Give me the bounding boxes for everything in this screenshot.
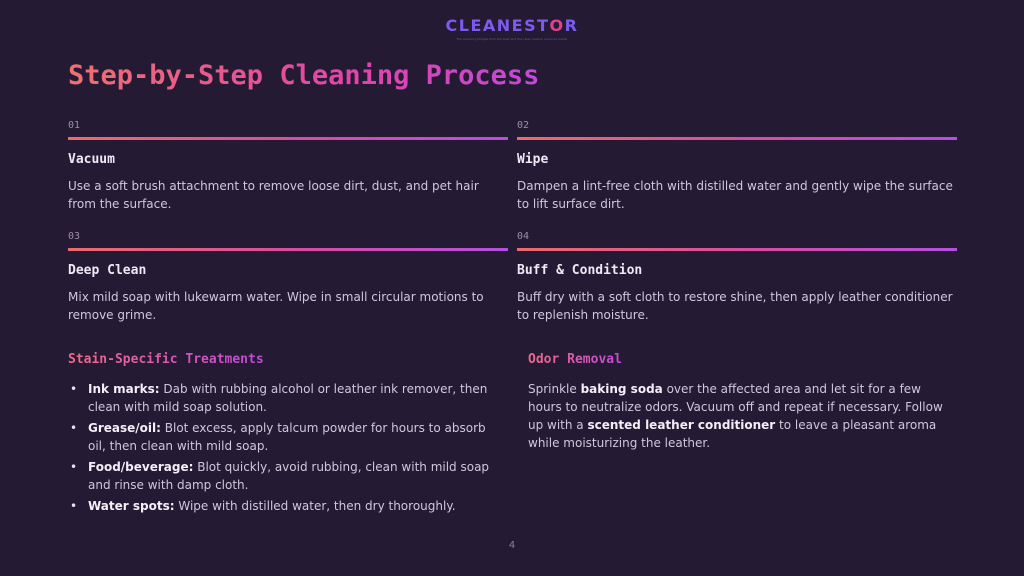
step-description: Use a soft brush attachment to remove loose dirt, dust, and pet hair from the surface. xyxy=(68,179,479,211)
list-item xyxy=(68,497,498,515)
stain-label: Ink marks: xyxy=(88,382,160,396)
odor-text-part: to leave a pleasant aroma while moisturizing the leather. xyxy=(528,418,937,450)
page-title: Step-by-Step Cleaning Process xyxy=(68,60,540,91)
stain-text: Blot quickly, avoid rubbing, clean with mild soap and rinse with damp cloth. xyxy=(88,460,490,492)
step-number: 04 xyxy=(517,231,530,242)
list-item xyxy=(68,419,498,455)
odor-removal-heading: Odor Removal xyxy=(528,352,622,367)
stain-label: Water spots: xyxy=(88,499,175,513)
brand-logo xyxy=(0,16,1024,41)
step-divider xyxy=(517,248,957,251)
step-title: Buff & Condition xyxy=(517,263,643,278)
brand-name-part2: R xyxy=(564,16,579,35)
step-description: Buff dry with a soft cloth to restore shine, then apply leather conditioner to replenish moisture. xyxy=(517,290,953,322)
odor-removal-text xyxy=(528,380,958,452)
brand-name-part1: CLEANEST xyxy=(445,16,550,35)
odor-text-part: over the affected area and let sit for a few hours to neutralize odors. Vacuum off and repeat if necessary. Follow up with a xyxy=(528,382,943,432)
step-divider xyxy=(517,137,957,140)
list-item xyxy=(68,458,498,494)
brand-wordmark xyxy=(0,16,1024,35)
step-card-4 xyxy=(517,231,957,324)
step-card-2 xyxy=(517,120,957,213)
brand-tagline: The Cleaning Shoppe from the best and the clean Ireland, Ireland's leader xyxy=(456,37,568,41)
stain-label: Food/beverage: xyxy=(88,460,194,474)
step-divider xyxy=(68,137,508,140)
step-number: 03 xyxy=(68,231,81,242)
odor-text-part: Sprinkle xyxy=(528,382,581,396)
list-item xyxy=(68,380,498,416)
step-title: Vacuum xyxy=(68,152,115,167)
bullet-icon: • xyxy=(70,382,78,396)
page-number: 4 xyxy=(508,540,516,551)
stain-text: Wipe with distilled water, then dry thoroughly. xyxy=(174,499,456,513)
bullet-icon: • xyxy=(70,499,78,513)
bullet-icon: • xyxy=(70,421,78,435)
step-description: Dampen a lint-free cloth with distilled water and gently wipe the surface to lift surface dirt. xyxy=(517,179,953,211)
stain-treatments-list xyxy=(68,380,498,518)
step-divider xyxy=(68,248,508,251)
odor-emphasis: scented leather conditioner xyxy=(587,418,776,432)
odor-emphasis: baking soda xyxy=(580,382,663,396)
step-title: Wipe xyxy=(517,152,549,167)
step-number: 01 xyxy=(68,120,81,131)
step-card-1 xyxy=(68,120,508,213)
stain-label: Grease/oil: xyxy=(88,421,161,435)
brand-star-letter: O xyxy=(549,16,565,35)
stain-text: Blot excess, apply talcum powder for hours to absorb oil, then clean with mild soap. xyxy=(88,421,486,453)
step-number: 02 xyxy=(517,120,530,131)
bullet-icon: • xyxy=(70,460,78,474)
stain-treatments-heading: Stain-Specific Treatments xyxy=(68,352,264,367)
step-description: Mix mild soap with lukewarm water. Wipe in small circular motions to remove grime. xyxy=(68,290,484,322)
step-card-3 xyxy=(68,231,508,324)
stain-text: Dab with rubbing alcohol or leather ink remover, then clean with mild soap solution. xyxy=(88,382,488,414)
step-title: Deep Clean xyxy=(68,263,147,278)
